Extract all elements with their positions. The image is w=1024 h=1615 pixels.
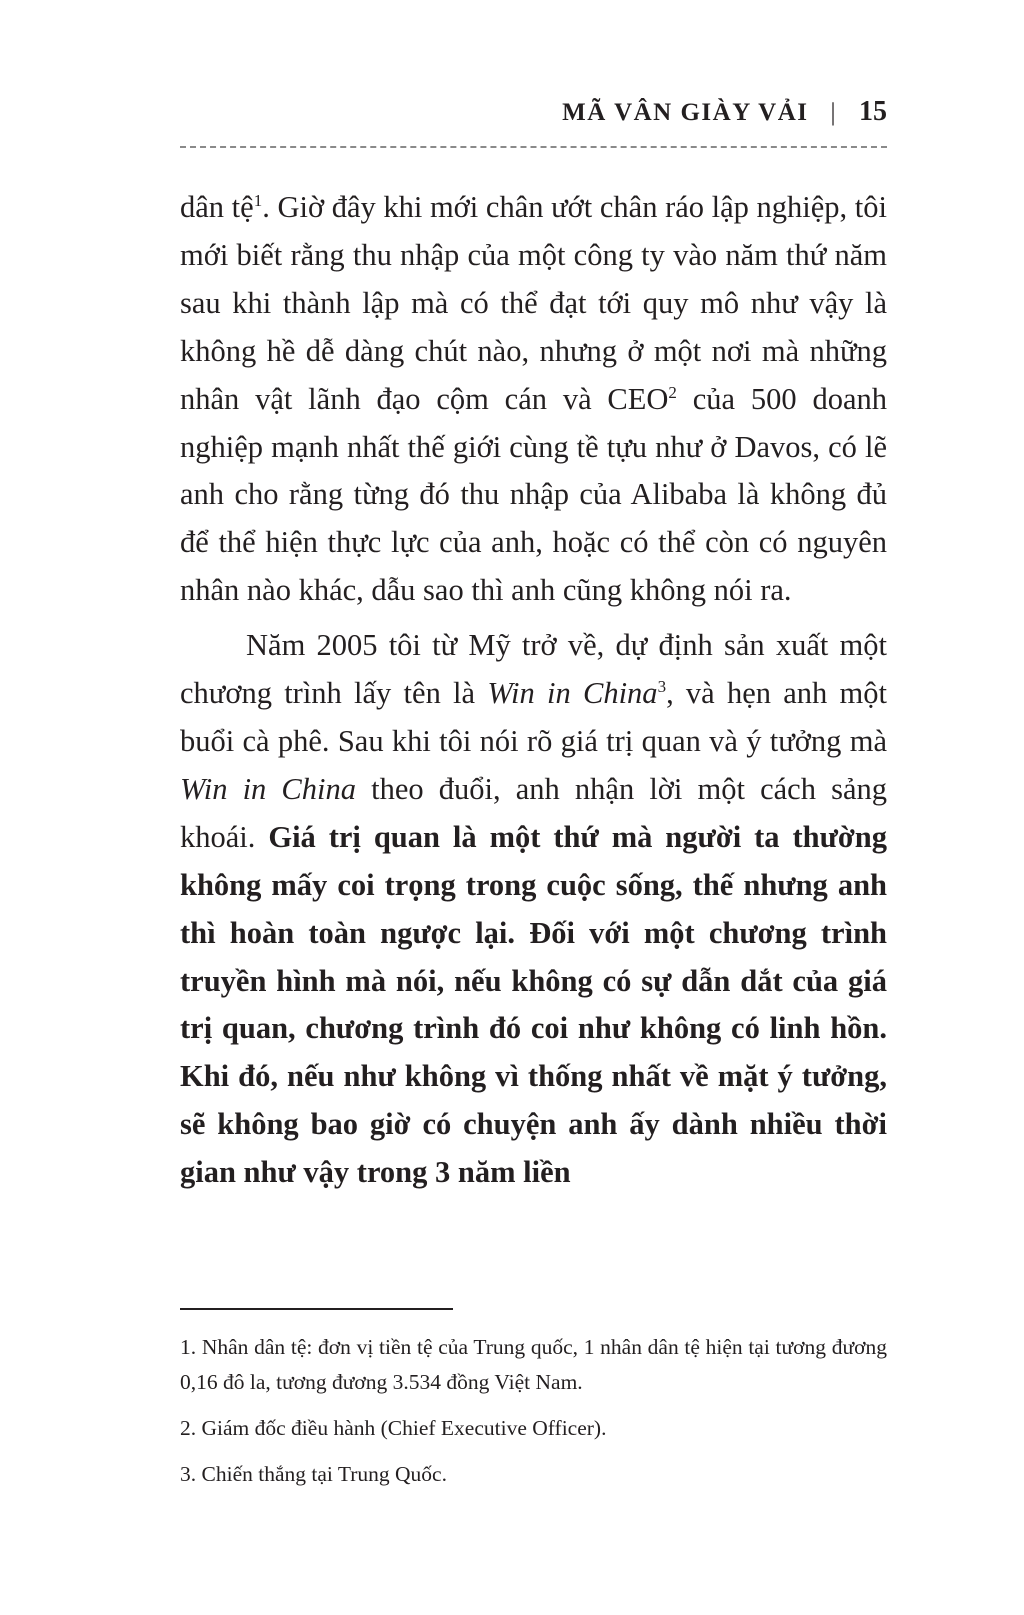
program-title-italic: Win in China xyxy=(180,771,356,806)
paragraph-1-text-c: của 500 doanh nghiệp mạnh nhất thế giới cùng tề tựu như ở Davos, có lẽ anh cho rằng từng đó thu nhập của Alibaba là không đủ để thể hiện thực lực của anh, hoặc có thể còn có nguyên nhân nào khác, dẫu sao thì anh cũng không nói ra. xyxy=(180,381,887,608)
running-head-separator: | xyxy=(830,99,837,126)
program-title-italic: Win in China xyxy=(487,676,658,711)
page-number: 15 xyxy=(859,96,887,127)
footnote-3: 3. Chiến thắng tại Trung Quốc. xyxy=(180,1462,447,1486)
paragraph-2-text-b: , và hẹn anh một buổi cà phê. Sau khi tôi nói rõ giá trị quan và ý tưởng mà xyxy=(180,676,887,758)
footnote-ref-3[interactable]: 3 xyxy=(657,676,667,696)
paragraph-2-text-c: theo đuổi, anh nhận lời một cách sảng khoái. xyxy=(180,771,887,854)
paragraph-1-text-a: dân tệ xyxy=(180,190,254,224)
paragraph-1 xyxy=(180,184,887,615)
paragraph-1-text-b: . Giờ đây khi mới chân ướt chân ráo lập nghiệp, tôi mới biết rằng thu nhập của một công ty vào năm thứ năm sau khi thành lập mà có thể đạt tới quy mô như vậy là không hề dễ dàng chút nào, nhưng ở một nơi mà những nhân vật lãnh đạo cộm cán và CEO xyxy=(180,190,887,416)
footnotes xyxy=(180,1330,887,1503)
footnote-ref-1[interactable]: 1 xyxy=(253,190,263,210)
running-head xyxy=(562,96,887,128)
footnote-ref-2[interactable]: 2 xyxy=(668,382,677,402)
header-dashed-rule xyxy=(180,146,887,148)
emphasized-text: Giá trị quan là một thứ mà người ta thường không mấy coi trọng trong cuộc sống, thế nhưng anh thì hoàn toàn ngược lại. Đối với một chương trình truyền hình mà nói, nếu không có sự dẫn dắt của giá trị quan, chương trình đó coi như không có linh hồn. Khi đó, nếu như không vì thống nhất về mặt ý tưởng, sẽ không bao giờ có chuyện anh ấy dành nhiều thời gian như vậy trong 3 năm liền xyxy=(180,819,888,1190)
body-text xyxy=(180,184,887,1197)
footnote-2: 2. Giám đốc điều hành (Chief Executive Officer). xyxy=(180,1416,607,1440)
footnote-rule xyxy=(180,1308,453,1310)
paragraph-2-text-a: Năm 2005 tôi từ Mỹ trở về, dự định sản xuất một chương trình lấy tên là xyxy=(180,628,887,711)
footnote-1: 1. Nhân dân tệ: đơn vị tiền tệ của Trung quốc, 1 nhân dân tệ hiện tại tương đương 0,16 đô la, tương đương 3.534 đồng Việt Nam. xyxy=(180,1335,887,1394)
paragraph-2 xyxy=(180,622,887,1197)
running-head-title: MÃ VÂN GIÀY VẢI xyxy=(562,99,809,126)
